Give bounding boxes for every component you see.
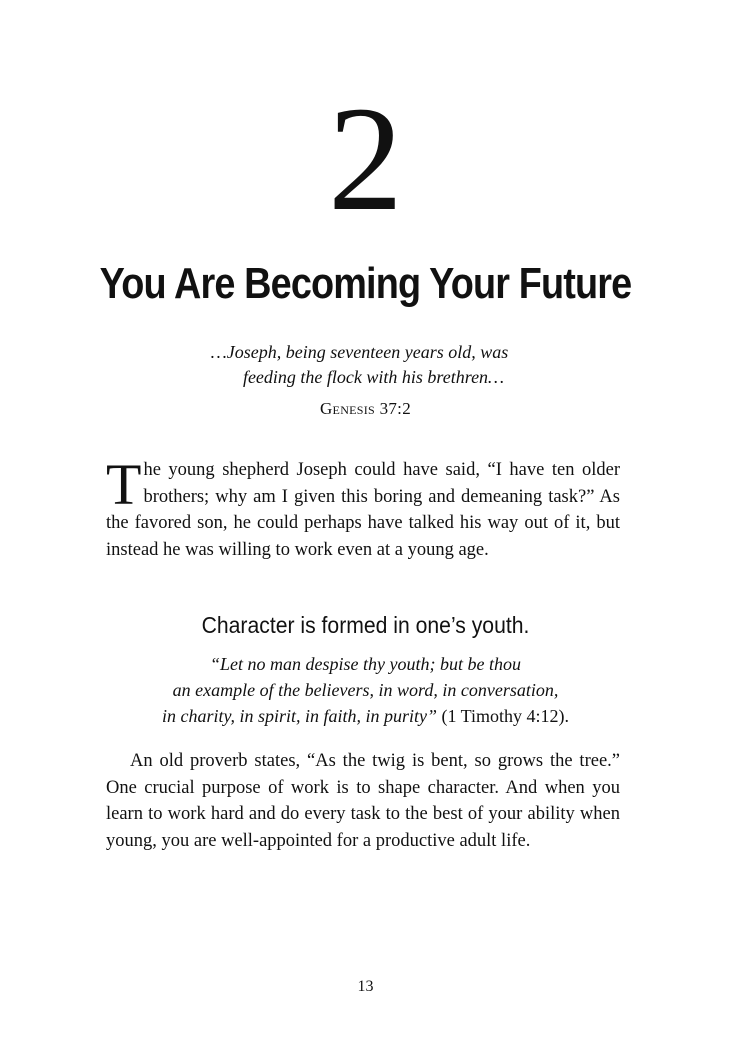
- scripture-line-2: an example of the believers, in word, in conversation,: [172, 680, 559, 700]
- chapter-number: 2: [328, 76, 403, 242]
- epigraph-line-2: feeding the flock with his brethren…: [242, 367, 505, 387]
- chapter-title: You Are Becoming Your Future: [99, 259, 632, 308]
- paragraph-1-text: he young shepherd Joseph could have said, “I have ten older brothers; why am I given this boring and demeaning task?” As the favored son, he could perhaps have talked his way out of it, but instead he was willing to work even at a young age.: [106, 460, 620, 560]
- scripture-line-3: in charity, in spirit, in faith, in purity”: [161, 706, 437, 726]
- scripture-line-1: “Let no man despise thy youth; but be thou: [210, 654, 521, 674]
- page-number: 13: [357, 978, 374, 995]
- scripture-reference: (1 Timothy 4:12).: [437, 706, 570, 726]
- epigraph-reference: Genesis 37:2: [319, 399, 412, 418]
- paragraph-1: [106, 452, 620, 563]
- epigraph: [0, 340, 731, 390]
- paragraph-2-text: An old proverb states, “As the twig is bent, so grows the tree.” One crucial purpose of work is to shape character. And when you learn to work hard and do every task to the best of your ability when young, you are well-appointed for a productive adult life.: [106, 751, 620, 851]
- callout-heading: Character is formed in one’s youth.: [201, 612, 530, 638]
- paragraph-2: [106, 748, 620, 854]
- epigraph-line-1: …Joseph, being seventeen years old, was: [210, 342, 509, 362]
- scripture-quote: [0, 651, 731, 729]
- drop-cap: T: [106, 452, 142, 517]
